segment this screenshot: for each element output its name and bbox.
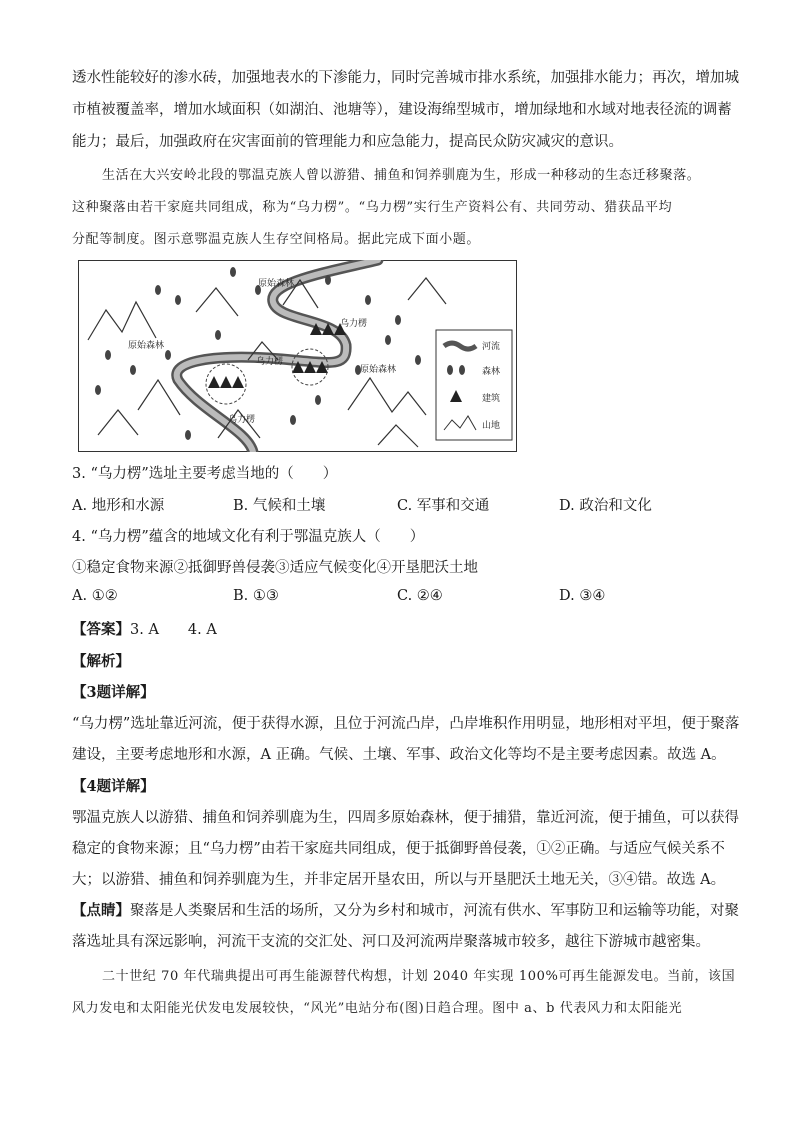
map-legend — [436, 330, 512, 440]
q3-option-c: C. 军事和交通 — [397, 498, 490, 514]
note-label: 【点睛】 — [72, 902, 130, 919]
q4-option-a: A. ①② — [72, 588, 118, 604]
note-line-2: 落选址具有深远影响，河流干支流的交汇处、河口及河流两岸聚落城市较多，越往下游城市越密集。 — [72, 934, 710, 950]
legend-mountain-label: 山地 — [482, 421, 501, 431]
q4-option-b: B. ①③ — [233, 588, 279, 604]
intro-line-2: 市植被覆盖率，增加水域面积（如湖泊、池塘等），建设海绵型城市，增加绿地和水域对地表径流的调蓄 — [72, 102, 732, 118]
intro-line-1: 透水性能较好的渗水砖，加强地表水的下渗能力，同时完善城市排水系统，加强排水能力；再次，增加城 — [72, 70, 739, 86]
q4-option-d: D. ③④ — [559, 588, 606, 604]
label-wulileng-top: 乌力楞 — [340, 319, 368, 329]
settlement-map — [78, 260, 518, 452]
label-wulileng-bottom: 乌力楞 — [228, 415, 256, 425]
detail4-line-2: 稳定的食物来源；且“乌力楞”由若干家庭共同组成，便于抵御野兽侵袭，①②正确。与适应气候关系不 — [72, 841, 725, 857]
detail3-label: 【3题详解】 — [72, 684, 155, 701]
material-line-1: 生活在大兴安岭北段的鄂温克族人曾以游猎、捕鱼和饲养驯鹿为生，形成一种移动的生态迁移聚落。 — [102, 168, 701, 183]
detail4-line-3: 大；以游猎、捕鱼和饲养驯鹿为生，并非定居开垦农田，所以与开垦肥沃土地无关，③④错。故选 A。 — [72, 872, 726, 888]
q3-option-a: A. 地形和水源 — [72, 498, 165, 514]
note-line-1: 聚落是人类聚居和生活的场所，又分为乡村和城市，河流有供水、军事防卫和运输等功能，对聚 — [130, 903, 739, 919]
label-forest-nw: 原始森林 — [258, 279, 295, 289]
legend-building-label: 建筑 — [482, 394, 501, 404]
label-wulileng-mid: 乌力楞 — [256, 357, 284, 367]
label-forest-w: 原始森林 — [128, 341, 165, 351]
answer-label: 【答案】 — [72, 621, 130, 638]
next-line-1: 二十世纪 70 年代瑞典提出可再生能源替代构想，计划 2040 年实现 100%可再生能源发电。当前，该国 — [102, 969, 736, 984]
intro-line-3: 能力；最后，加强政府在灾害面前的管理能力和应急能力，提高民众防灾减灾的意识。 — [72, 134, 623, 150]
q3-option-d: D. 政治和文化 — [559, 498, 652, 514]
q4-option-c: C. ②④ — [397, 588, 443, 604]
material-line-2: 这种聚落由若干家庭共同组成，称为“乌力楞”。“乌力楞”实行生产资料公有、共同劳动、猎获品平均 — [72, 200, 673, 215]
answer-text: 3. A 4. A — [130, 622, 217, 638]
note-line-1-row — [72, 899, 739, 920]
legend-river-label: 河流 — [482, 342, 501, 352]
q3-option-b: B. 气候和土壤 — [233, 498, 326, 514]
detail4-line-1: 鄂温克族人以游猎、捕鱼和饲养驯鹿为生，四周多原始森林，便于捕猎，靠近河流，便于捕鱼，可以获得 — [72, 810, 739, 826]
answer-row — [72, 618, 217, 639]
analysis-label: 【解析】 — [72, 653, 130, 670]
detail4-label: 【4题详解】 — [72, 778, 155, 795]
detail3-line-2: 建设，主要考虑地形和水源，A 正确。气候、土壤、军事、政治文化等均不是主要考虑因素。故选 A。 — [72, 747, 726, 763]
next-line-2: 风力发电和太阳能光伏发电发展较快，“风光”电站分布(图)日趋合理。图中 a、b 代表风力和太阳能光 — [72, 1001, 683, 1016]
label-forest-e: 原始森林 — [360, 365, 397, 375]
q3-stem: 3. “乌力楞”选址主要考虑当地的（ ） — [72, 466, 338, 482]
q4-stem: 4. “乌力楞”蕴含的地域文化有利于鄂温克族人（ ） — [72, 529, 425, 545]
detail3-line-1: “乌力楞”选址靠近河流，便于获得水源，且位于河流凸岸，凸岸堆积作用明显，地形相对平坦，便于聚落 — [72, 716, 740, 732]
legend-forest-label: 森林 — [482, 367, 501, 377]
material-line-3: 分配等制度。图示意鄂温克族人生存空间格局。据此完成下面小题。 — [72, 232, 481, 247]
q4-choices: ①稳定食物来源②抵御野兽侵袭③适应气候变化④开垦肥沃土地 — [72, 560, 478, 576]
